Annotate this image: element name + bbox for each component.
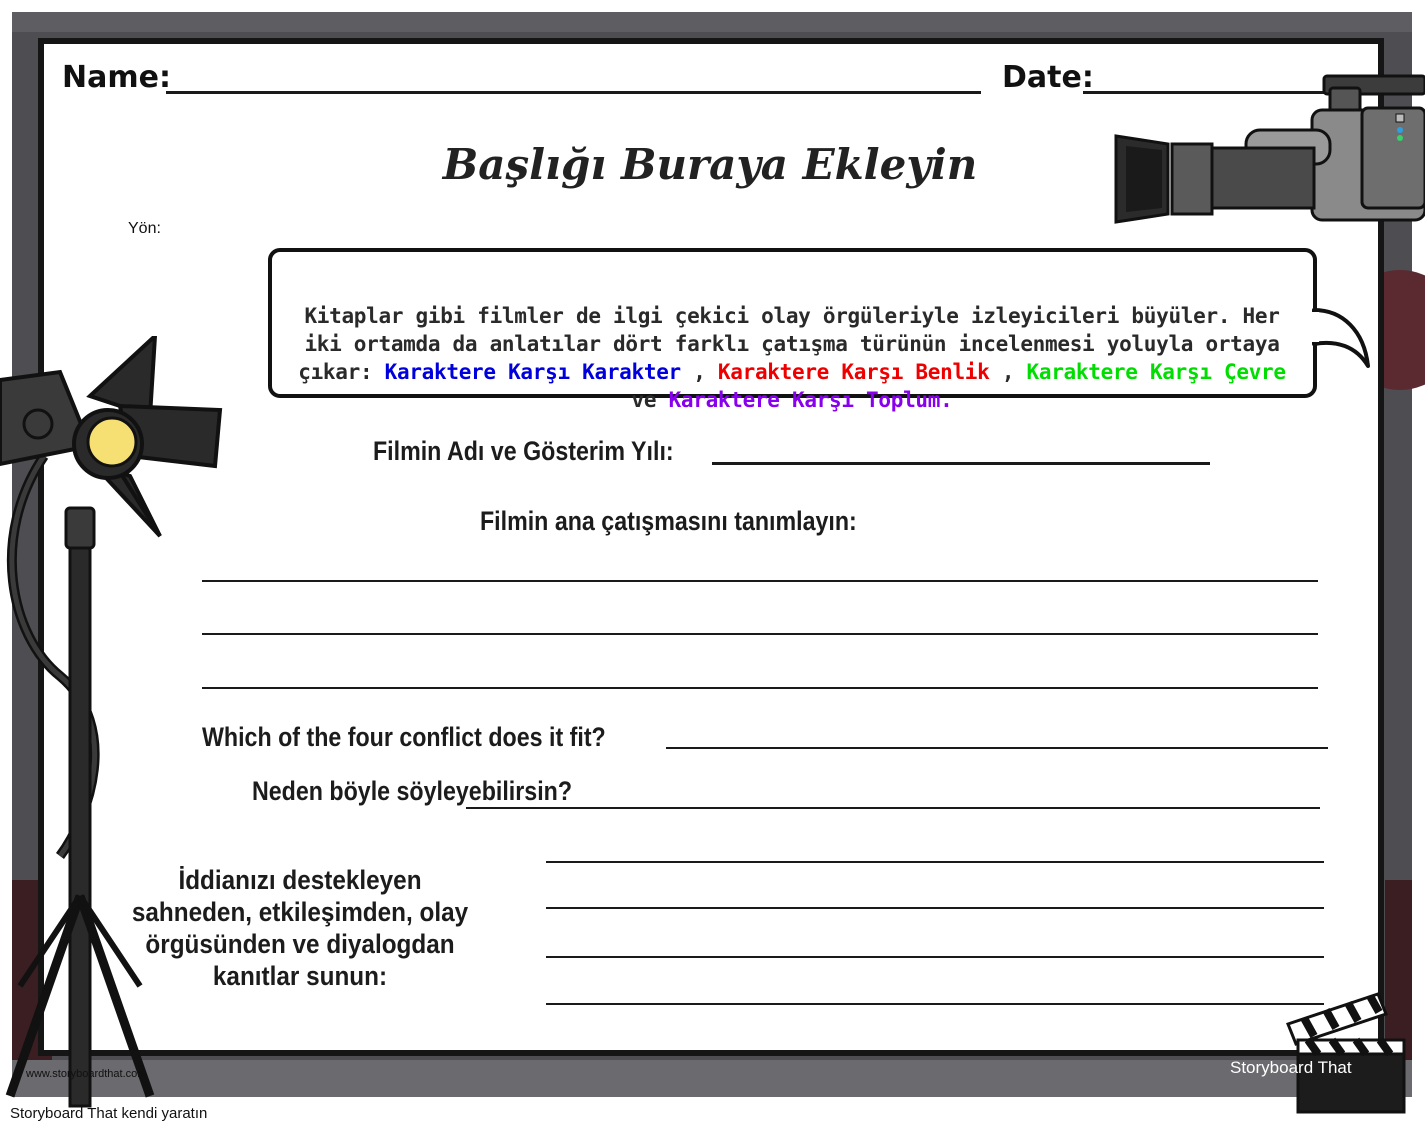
name-field-line[interactable] [166,91,981,94]
why-answer-line[interactable] [466,807,1320,809]
evidence-line-2: sahneden, etkileşimden, olay [131,897,469,927]
main-conflict-question: Filmin ana çatışmasını tanımlayın: [480,506,857,536]
separator: ve [631,388,669,412]
why-question: Neden böyle söyleyebilirsin? [252,776,573,806]
evidence-line-4: kanıtlar sunun: [212,961,388,991]
conflict-character-vs-character: Karaktere Karşı Karakter [384,360,681,384]
conflict-character-vs-nature: Karaktere Karşı Çevre [1026,360,1286,384]
video-camera-icon [1112,74,1425,234]
answer-line[interactable] [202,687,1318,689]
bubble-intro: Kitaplar gibi filmler de ilgi çekici olay örgüleriyle izleyicileri büyüler. Her iki ortamda da anlatılar dört farklı çatışma türünün incelenmesi yoluyla ortaya çıkar: [298,304,1280,384]
evidence-answer-line[interactable] [546,861,1324,863]
date-label: Date: [1002,60,1094,95]
film-name-answer-line[interactable] [712,462,1210,465]
direction-label: Yön: [128,220,161,237]
separator: , [989,360,1027,384]
clapperboard-icon [1284,990,1414,1115]
answer-line[interactable] [202,633,1318,635]
evidence-line-3: örgüsünden ve diyalogdan [145,929,455,959]
page-title[interactable]: Başlığı Buraya Ekleyin [442,140,978,189]
footer-create-link[interactable]: Storyboard That kendi yaratın [10,1105,208,1122]
footer-url[interactable]: www.storyboardthat.com [26,1068,147,1080]
conflict-character-vs-society: Karaktere Karşı Toplum. [668,388,953,412]
film-name-question: Filmin Adı ve Gösterim Yılı: [373,436,674,466]
spotlight-icon [0,336,225,1126]
speech-bubble-icon [1312,300,1374,372]
which-conflict-answer-line[interactable] [666,747,1328,749]
evidence-line-1: İddianızı destekleyen [178,865,422,895]
bubble-text [282,302,1302,414]
answer-line[interactable] [202,580,1318,582]
evidence-answer-line[interactable] [546,907,1324,909]
conflict-character-vs-self: Karaktere Karşı Benlik [717,360,990,384]
storyboard-that-logo: Storyboard That [1230,1058,1352,1077]
evidence-answer-line[interactable] [546,1003,1324,1005]
separator: , [680,360,718,384]
evidence-answer-line[interactable] [546,956,1324,958]
name-label: Name: [62,60,171,95]
which-conflict-question: Which of the four conflict does it fit? [202,722,606,752]
